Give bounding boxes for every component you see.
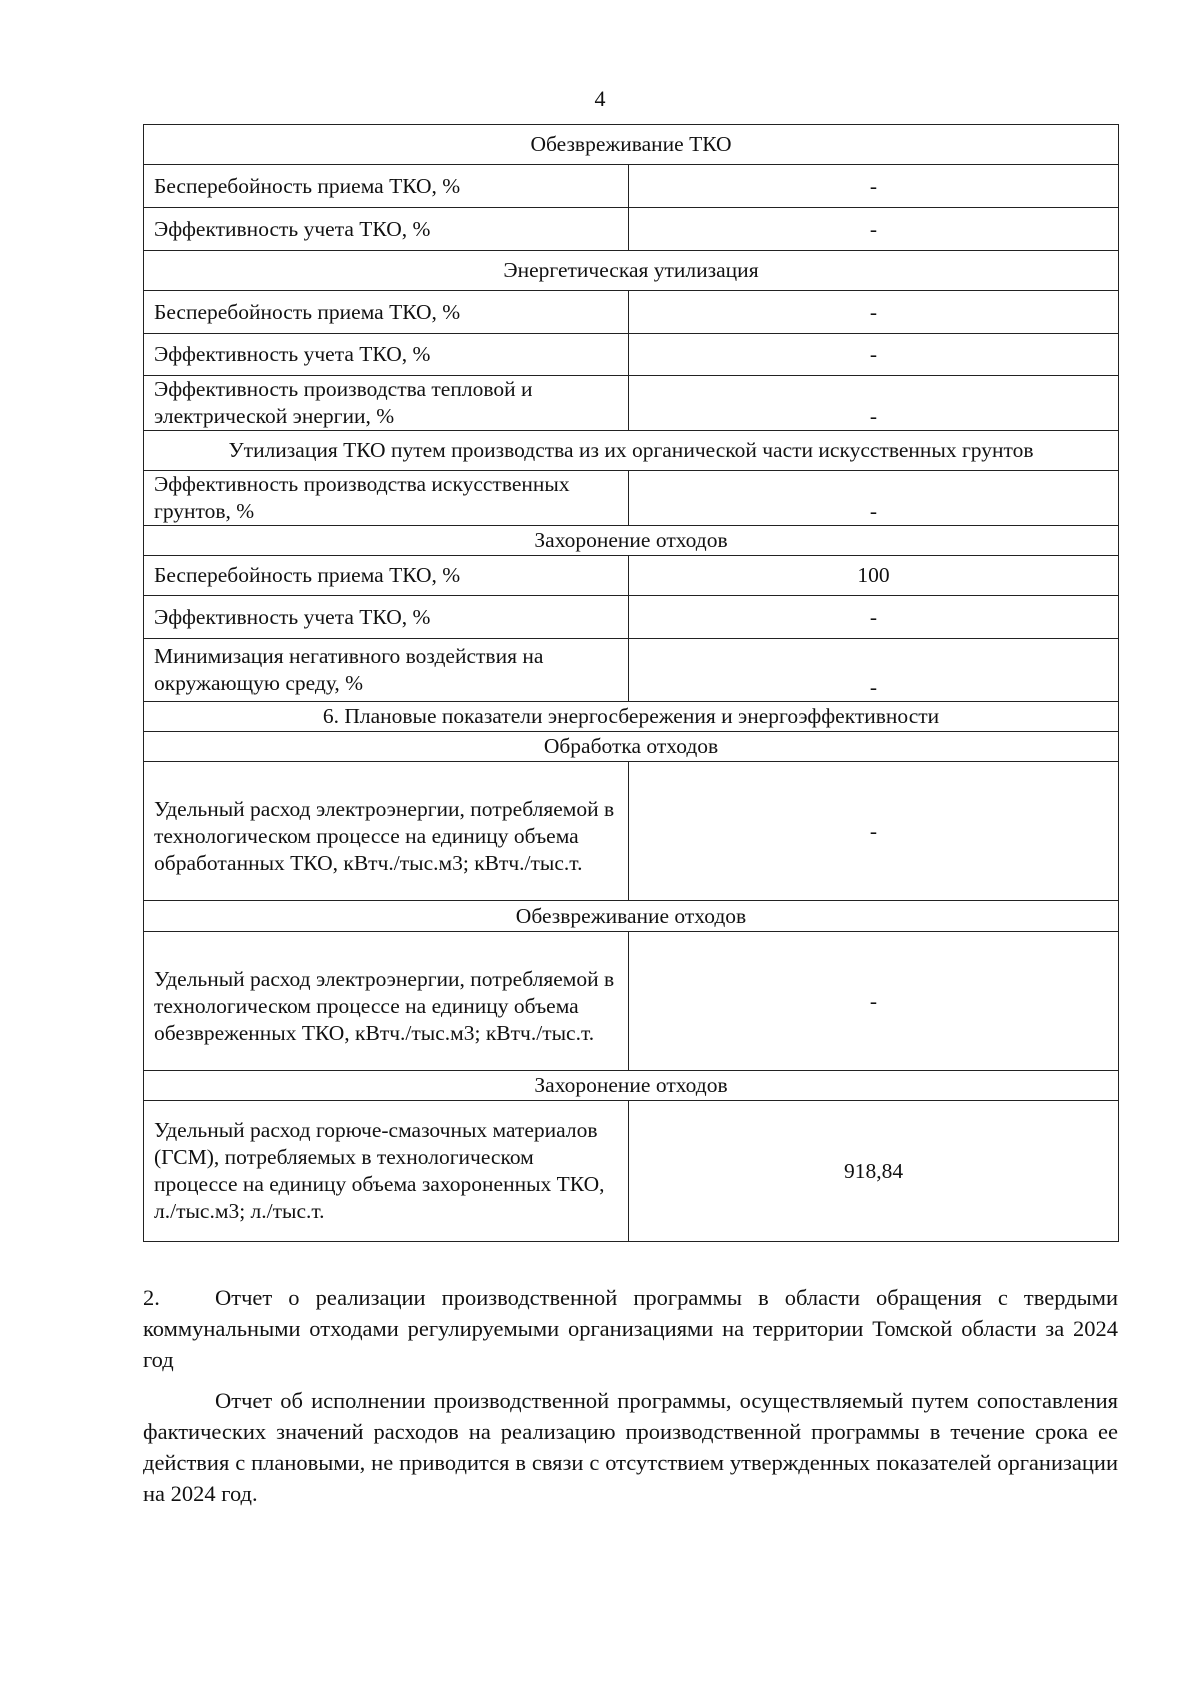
table-row	[144, 596, 1119, 639]
section-title: Захоронение отходов	[144, 526, 1119, 556]
indicator-label: Удельный расход электроэнергии, потребляемой в технологическом процессе на единицу объема обезвреженных ТКО, кВтч./тыс.м3; кВтч./тыс.т.	[144, 932, 629, 1071]
table-row	[144, 1101, 1119, 1242]
indicator-value: 100	[629, 556, 1119, 596]
table-row	[144, 932, 1119, 1071]
table-row	[144, 556, 1119, 596]
indicator-value: 918,84	[629, 1101, 1119, 1242]
section-title: Обезвреживание отходов	[144, 901, 1119, 932]
section-title: Утилизация ТКО путем производства из их органической части искусственных грунтов	[144, 431, 1119, 471]
indicator-label: Минимизация негативного воздействия на окружающую среду, %	[144, 639, 629, 702]
indicator-label: Бесперебойность приема ТКО, %	[144, 165, 629, 208]
indicator-value: -	[629, 376, 1119, 431]
indicator-value: -	[629, 291, 1119, 334]
indicators-table	[143, 124, 1119, 1242]
indicator-value: -	[629, 471, 1119, 526]
page-number: 4	[594, 86, 606, 111]
table-section-row	[144, 125, 1119, 165]
report-section	[143, 1282, 1118, 1509]
report-heading	[143, 1282, 1118, 1375]
table-row	[144, 639, 1119, 702]
indicator-value: -	[629, 208, 1119, 251]
section-title: Обезвреживание ТКО	[144, 125, 1119, 165]
indicator-label: Бесперебойность приема ТКО, %	[144, 291, 629, 334]
table-section-row	[144, 732, 1119, 762]
indicator-label: Удельный расход электроэнергии, потребляемой в технологическом процессе на единицу объема обработанных ТКО, кВтч./тыс.м3; кВтч./тыс.т.	[144, 762, 629, 901]
table-section-row	[144, 1071, 1119, 1101]
section-title: Энергетическая утилизация	[144, 251, 1119, 291]
table-row	[144, 471, 1119, 526]
indicator-label: Эффективность производства искусственных грунтов, %	[144, 471, 629, 526]
indicator-label: Эффективность учета ТКО, %	[144, 334, 629, 376]
indicator-label: Эффективность производства тепловой и электрической энергии, %	[144, 376, 629, 431]
report-heading-text: Отчет о реализации производственной программы в области обращения с твердыми коммунальными отходами регулируемыми организациями на территории Томской области за 2024 год	[143, 1285, 1118, 1372]
indicator-value: -	[629, 334, 1119, 376]
report-heading-number: 2.	[143, 1285, 160, 1310]
table-row	[144, 334, 1119, 376]
table-section-row	[144, 526, 1119, 556]
report-paragraph: Отчет об исполнении производственной программы, осуществляемый путем сопоставления фактических значений расходов на реализацию производственной программы в течение срока ее действия с плановыми, не приводится в связи с отсутствием утвержденных показателей организации на 2024 год.	[143, 1388, 1118, 1506]
indicator-value: -	[629, 639, 1119, 702]
indicator-label: Бесперебойность приема ТКО, %	[144, 556, 629, 596]
section-title: 6. Плановые показатели энергосбережения и энергоэффективности	[144, 702, 1119, 732]
section-title: Обработка отходов	[144, 732, 1119, 762]
indicator-label: Удельный расход горюче-смазочных материалов (ГСМ), потребляемых в технологическом процессе на единицу объема захороненных ТКО, л./тыс.м3; л./тыс.т.	[144, 1101, 629, 1242]
table-row	[144, 762, 1119, 901]
section-title: Захоронение отходов	[144, 1071, 1119, 1101]
indicator-value: -	[629, 596, 1119, 639]
table-section-row	[144, 431, 1119, 471]
indicator-label: Эффективность учета ТКО, %	[144, 208, 629, 251]
table-row	[144, 165, 1119, 208]
table-section-row	[144, 702, 1119, 732]
table-section-row	[144, 251, 1119, 291]
indicator-value: -	[629, 932, 1119, 1071]
table-row	[144, 376, 1119, 431]
table-section-row	[144, 901, 1119, 932]
table-row	[144, 291, 1119, 334]
indicator-label: Эффективность учета ТКО, %	[144, 596, 629, 639]
indicator-value: -	[629, 762, 1119, 901]
indicator-value: -	[629, 165, 1119, 208]
table-row	[144, 208, 1119, 251]
